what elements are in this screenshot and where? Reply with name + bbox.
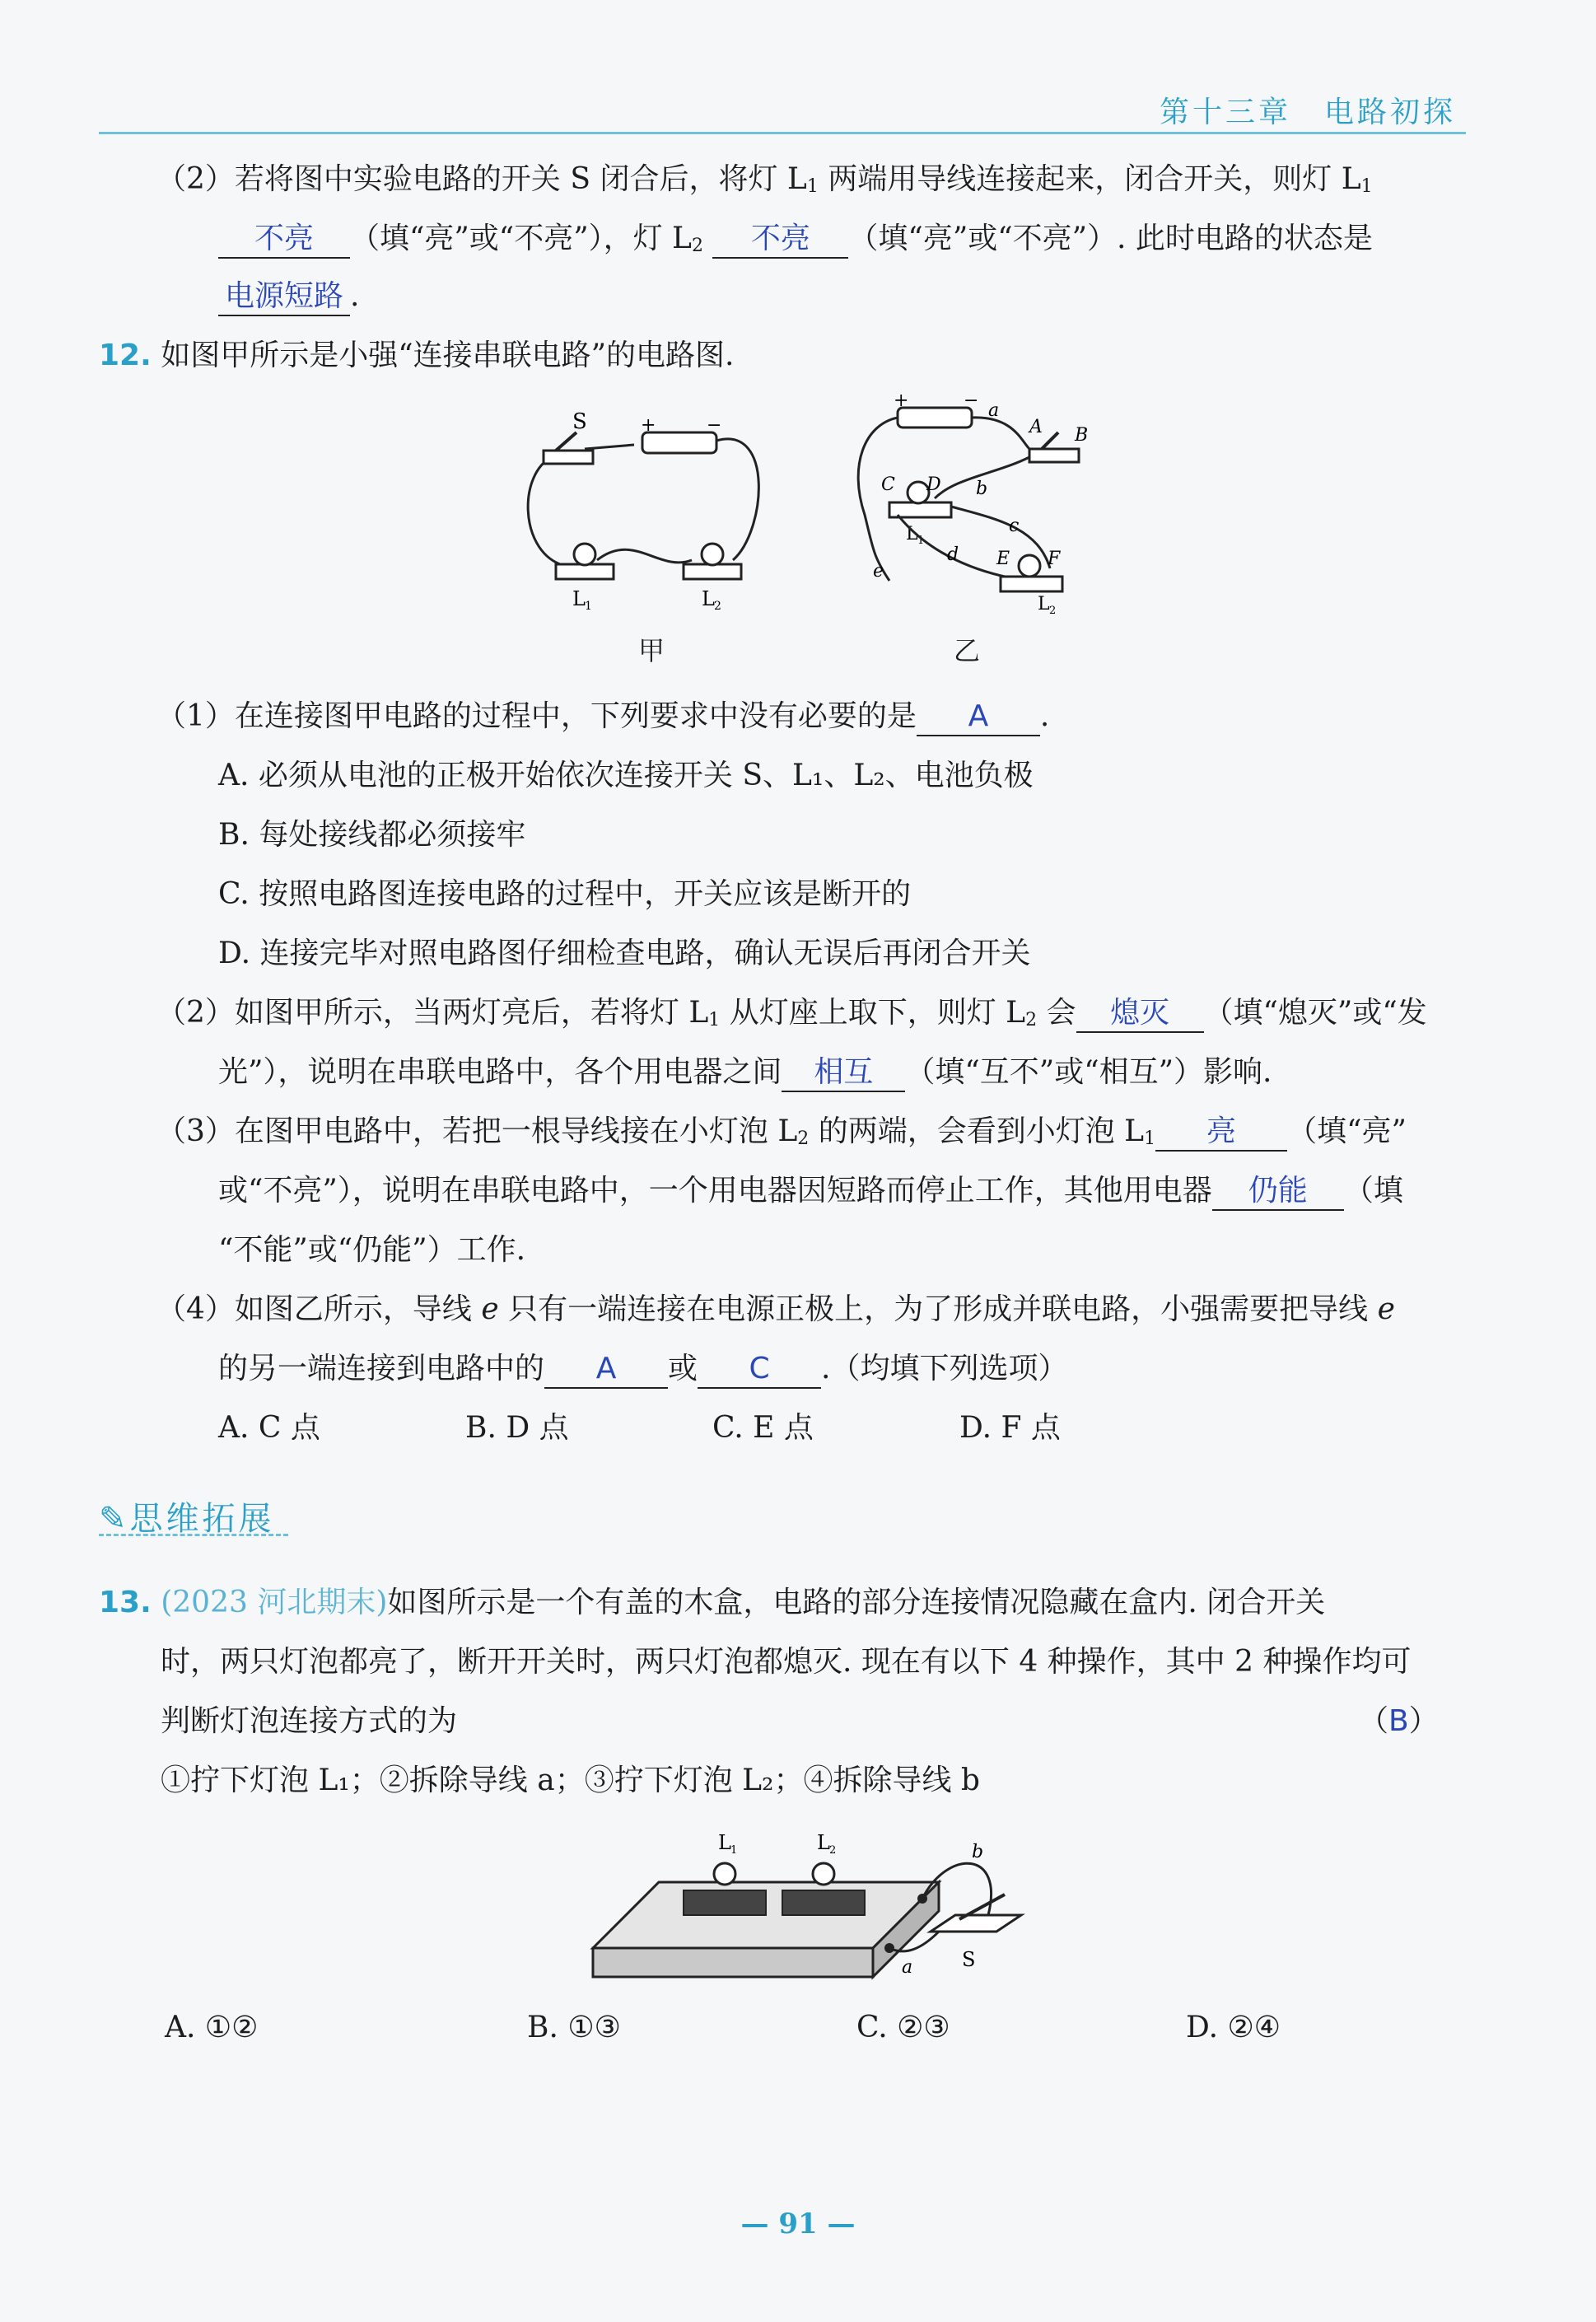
svg-text:C: C — [881, 474, 895, 495]
wooden-box-figure — [576, 1816, 1071, 2022]
q13-stem-line3: 判断灯泡连接方式的为 — [161, 1704, 458, 1738]
header-divider — [99, 132, 1466, 134]
svg-text:b: b — [976, 479, 988, 499]
svg-text:L: L — [817, 1831, 830, 1854]
q12-p1: （1）在连接图甲电路的过程中，下列要求中没有必要的是 A . — [156, 698, 1049, 736]
q12-p1-option-d: D. 连接完毕对照电路图仔细检查电路，确认无误后再闭合开关 — [218, 937, 1031, 970]
q11-p2-line3: 电源短路 . — [218, 278, 359, 316]
answer-blank: A — [917, 698, 1040, 736]
svg-text:L: L — [906, 524, 918, 544]
svg-text:1: 1 — [585, 600, 592, 613]
q13-option-c: C. ②③ — [856, 2011, 950, 2044]
q12-p4-option-c: C. E 点 — [712, 1411, 814, 1445]
svg-text:a: a — [988, 400, 1000, 421]
q13-option-a: A. ①② — [165, 2011, 259, 2044]
svg-text:E: E — [996, 549, 1010, 569]
svg-text:2: 2 — [829, 1844, 837, 1857]
svg-text:−: − — [964, 391, 979, 411]
svg-text:L: L — [1038, 594, 1050, 614]
circuit-figure-jia — [519, 408, 782, 622]
svg-text:d: d — [947, 544, 959, 565]
answer-blank: 不亮 — [712, 221, 848, 259]
answer-blank: 仍能 — [1212, 1173, 1344, 1211]
q13-stem-line1: 13. (2023 河北期末)如图所示是一个有盖的木盒，电路的部分连接情况隐藏在盒内. 闭合开关 — [99, 1586, 1326, 1619]
q12-p1-option-b: B. 每处接线都必须接牢 — [218, 818, 526, 852]
answer-blank: 亮 — [1155, 1114, 1287, 1152]
svg-text:+: + — [641, 415, 656, 436]
q12-p2-line1: （2）如图甲所示，当两灯亮后，若将灯 L1 从灯座上取下，则灯 L2 会 熄灭 （填“熄灭”或“发 — [156, 995, 1427, 1039]
answer-blank: 电源短路 — [218, 278, 350, 316]
figure-label-yi: 乙 — [954, 635, 981, 666]
svg-text:2: 2 — [714, 600, 721, 613]
answer-blank: 不亮 — [218, 221, 350, 259]
svg-text:a: a — [902, 1957, 913, 1978]
svg-text:+: + — [894, 391, 909, 411]
svg-text:1: 1 — [730, 1844, 738, 1857]
q13-answer-bracket: （B） — [1359, 1704, 1439, 1738]
q11-p2-line2: 不亮 （填“亮”或“不亮”），灯 L2 不亮 （填“亮”或“不亮”）. 此时电路的状态是 — [218, 221, 1373, 264]
svg-text:A: A — [1029, 417, 1043, 437]
answer-blank: 熄灭 — [1076, 995, 1204, 1033]
svg-text:D: D — [926, 474, 941, 495]
q12-p4-line1: （4）如图乙所示，导线 e 只有一端连接在电源正极上，为了形成并联电路，小强需要把导线 e — [156, 1292, 1395, 1326]
svg-text:L: L — [702, 587, 715, 610]
figure-label-jia: 甲 — [638, 635, 665, 666]
question-number: 12. — [99, 339, 152, 372]
svg-text:L: L — [718, 1831, 731, 1854]
svg-text:2: 2 — [1049, 605, 1057, 617]
svg-text:S: S — [572, 409, 587, 434]
q13-stem-line2: 时，两只灯泡都亮了，断开开关时，两只灯泡都熄灭. 现在有以下 4 种操作，其中 2 种操作均可 — [161, 1645, 1412, 1679]
q12-p2-line2: 光”），说明在串联电路中，各个用电器之间 相互 （填“互不”或“相互”）影响. — [218, 1054, 1272, 1092]
q12-p3-line2: 或“不亮”），说明在串联电路中，一个用电器因短路而停止工作，其他用电器 仍能 （填 — [218, 1173, 1403, 1211]
q11-p2-line1: （2）若将图中实验电路的开关 S 闭合后，将灯 L1 两端用导线连接起来，闭合开关，则灯 L1 — [156, 162, 1373, 197]
pencil-icon: ✎ — [99, 1500, 130, 1538]
q12-p1-option-a: A. 必须从电池的正极开始依次连接开关 S、L₁、L₂、电池负极 — [218, 759, 1034, 792]
svg-text:b: b — [972, 1842, 984, 1862]
q12-p4-line2: 的另一端连接到电路中的 A 或 C .（均填下列选项） — [218, 1351, 1067, 1389]
q13-operations: ①拧下灯泡 L₁；②拆除导线 a；③拧下灯泡 L₂；④拆除导线 b — [161, 1764, 980, 1797]
q12-p4-option-d: D. F 点 — [959, 1411, 1061, 1445]
section-title: ✎思维拓展 — [99, 1500, 275, 1538]
q12-p4-option-a: A. C 点 — [218, 1411, 320, 1445]
chapter-title: 第十三章 电路初探 — [1159, 96, 1456, 129]
q13-option-b: B. ①③ — [527, 2011, 621, 2044]
q13-option-d: D. ②④ — [1186, 2011, 1281, 2044]
question-source: (2023 河北期末) — [161, 1586, 388, 1619]
q12-p3-line1: （3）在图甲电路中，若把一根导线接在小灯泡 L2 的两端，会看到小灯泡 L1 亮 （填“亮” — [156, 1114, 1407, 1157]
svg-text:1: 1 — [917, 535, 925, 547]
q12-p4-option-b: B. D 点 — [465, 1411, 569, 1445]
question-number: 13. — [99, 1586, 152, 1619]
svg-text:−: − — [707, 415, 722, 436]
q12-p1-option-c: C. 按照电路图连接电路的过程中，开关应该是断开的 — [218, 877, 912, 911]
q12-stem: 12. 如图甲所示是小强“连接串联电路”的电路图. — [99, 339, 735, 372]
svg-text:B: B — [1075, 425, 1089, 446]
answer-blank: A — [544, 1351, 668, 1389]
svg-text:F: F — [1048, 549, 1061, 569]
q12-p3-line3: “不能”或“仍能”）工作. — [218, 1233, 526, 1267]
svg-text:S: S — [962, 1948, 976, 1971]
svg-text:c: c — [1009, 516, 1020, 536]
section-underline — [99, 1534, 288, 1536]
page-number: — 91 — — [740, 2208, 856, 2240]
svg-text:e: e — [873, 561, 884, 582]
answer-blank: 相互 — [782, 1054, 905, 1092]
answer-blank: C — [698, 1351, 821, 1389]
svg-text:L: L — [572, 587, 586, 610]
circuit-figure-yi — [832, 391, 1104, 630]
